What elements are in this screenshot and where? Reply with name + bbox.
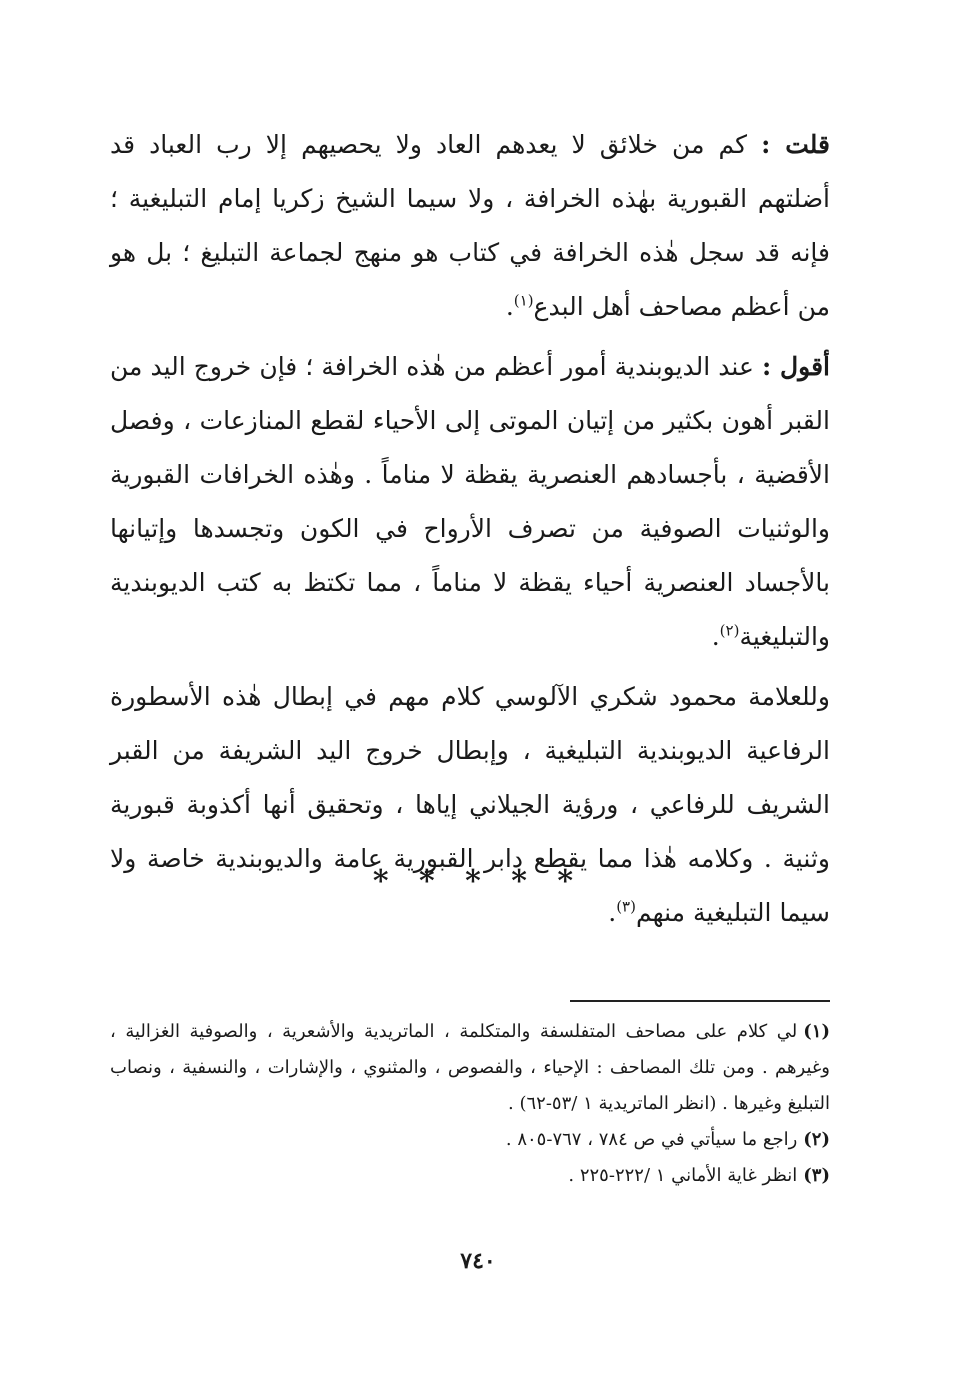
- footnote-3: [110, 1158, 830, 1194]
- footnote-reference[interactable]: (٢): [719, 621, 740, 640]
- footnote-number: (٣): [803, 1165, 830, 1186]
- paragraph-1: [110, 118, 830, 334]
- paragraph-3: [110, 670, 830, 940]
- page-number: ٧٤٠: [460, 1248, 496, 1274]
- footnote-text: راجع ما سيأتي في ص ٧٨٤ ، ٧٦٧-٨٠٥ .: [505, 1129, 798, 1150]
- paragraph-end: .: [711, 622, 720, 651]
- footnotes: [110, 1014, 830, 1194]
- footnote-text: انظر غاية الأماني ١ /٢٢٢-٢٢٥ .: [568, 1165, 798, 1186]
- paragraph-text: عند الديوبندية أمور أعظم من هٰذه الخرافة ؛ فإن خروج اليد من القبر أهون بكثير من إتيان الموتى إلى الأحياء لقطع المنازعات ، وفصل الأقضية ، بأجسادهم العنصرية يقظة لا مناماً . وهٰذه الخرافات القبورية والوثنيات الصوفية من تصرف الأرواح في الكون وتجسدها وإتيانها بالأجساد العنصرية أحياء يقظة لا مناماً ، مما تكتظ به كتب الديوبندية والتبليغية: [110, 352, 830, 651]
- paragraph-2: [110, 340, 830, 664]
- footnote-1: [110, 1014, 830, 1122]
- footnote-divider: [570, 1000, 830, 1002]
- paragraph-end: .: [505, 292, 514, 321]
- footnote-number: (٢): [803, 1129, 830, 1150]
- footnote-reference[interactable]: (١): [513, 291, 534, 310]
- section-separator: * * * * *: [372, 864, 584, 899]
- footnote-text: لي كلام على مصاحف المتفلسفة والمتكلمة ، الماتريدية والأشعرية ، والصوفية الغزالية ، وغيرهم . ومن تلك المصاحف : الإحياء ، والفصوص ، والمثنوي ، والإشارات ، والنسفية ، ونصاب التبليغ وغيرها . (انظر الماتريدية ١ /٥٣-٦٢) .: [110, 1021, 830, 1114]
- footnote-reference[interactable]: (٣): [616, 897, 636, 916]
- main-text: [110, 118, 830, 946]
- paragraph-text: وللعلامة محمود شكري الآلوسي كلام مهم في إبطال هٰذه الأسطورة الرفاعية الديوبندية التبليغية ، وإبطال خروج اليد الشريفة من القبر الشريف للرفاعي ، ورؤية الجيلاني إياها ، وتحقيق أنها أكذوبة قبورية وثنية . وكلامه هٰذا مما يقطع دابر القبورية عامة والديوبندية خاصة ولا سيما التبليغية منهم: [110, 682, 830, 927]
- paragraph-lead: أقول :: [761, 352, 830, 381]
- paragraph-text: كم من خلائق لا يعدهم العاد ولا يحصيهم إلا رب العباد قد أضلتهم القبورية بهٰذه الخرافة ، ولا سيما الشيخ زكريا إمام التبليغية ؛ فإنه قد سجل هٰذه الخرافة في كتاب هو منهج لجماعة التبليغ ؛ بل هو من أعظم مصاحف أهل البدع: [110, 130, 830, 321]
- paragraph-lead: قلت :: [761, 130, 830, 159]
- paragraph-end: .: [608, 898, 617, 927]
- footnote-2: [110, 1122, 830, 1158]
- footnote-number: (١): [803, 1021, 830, 1042]
